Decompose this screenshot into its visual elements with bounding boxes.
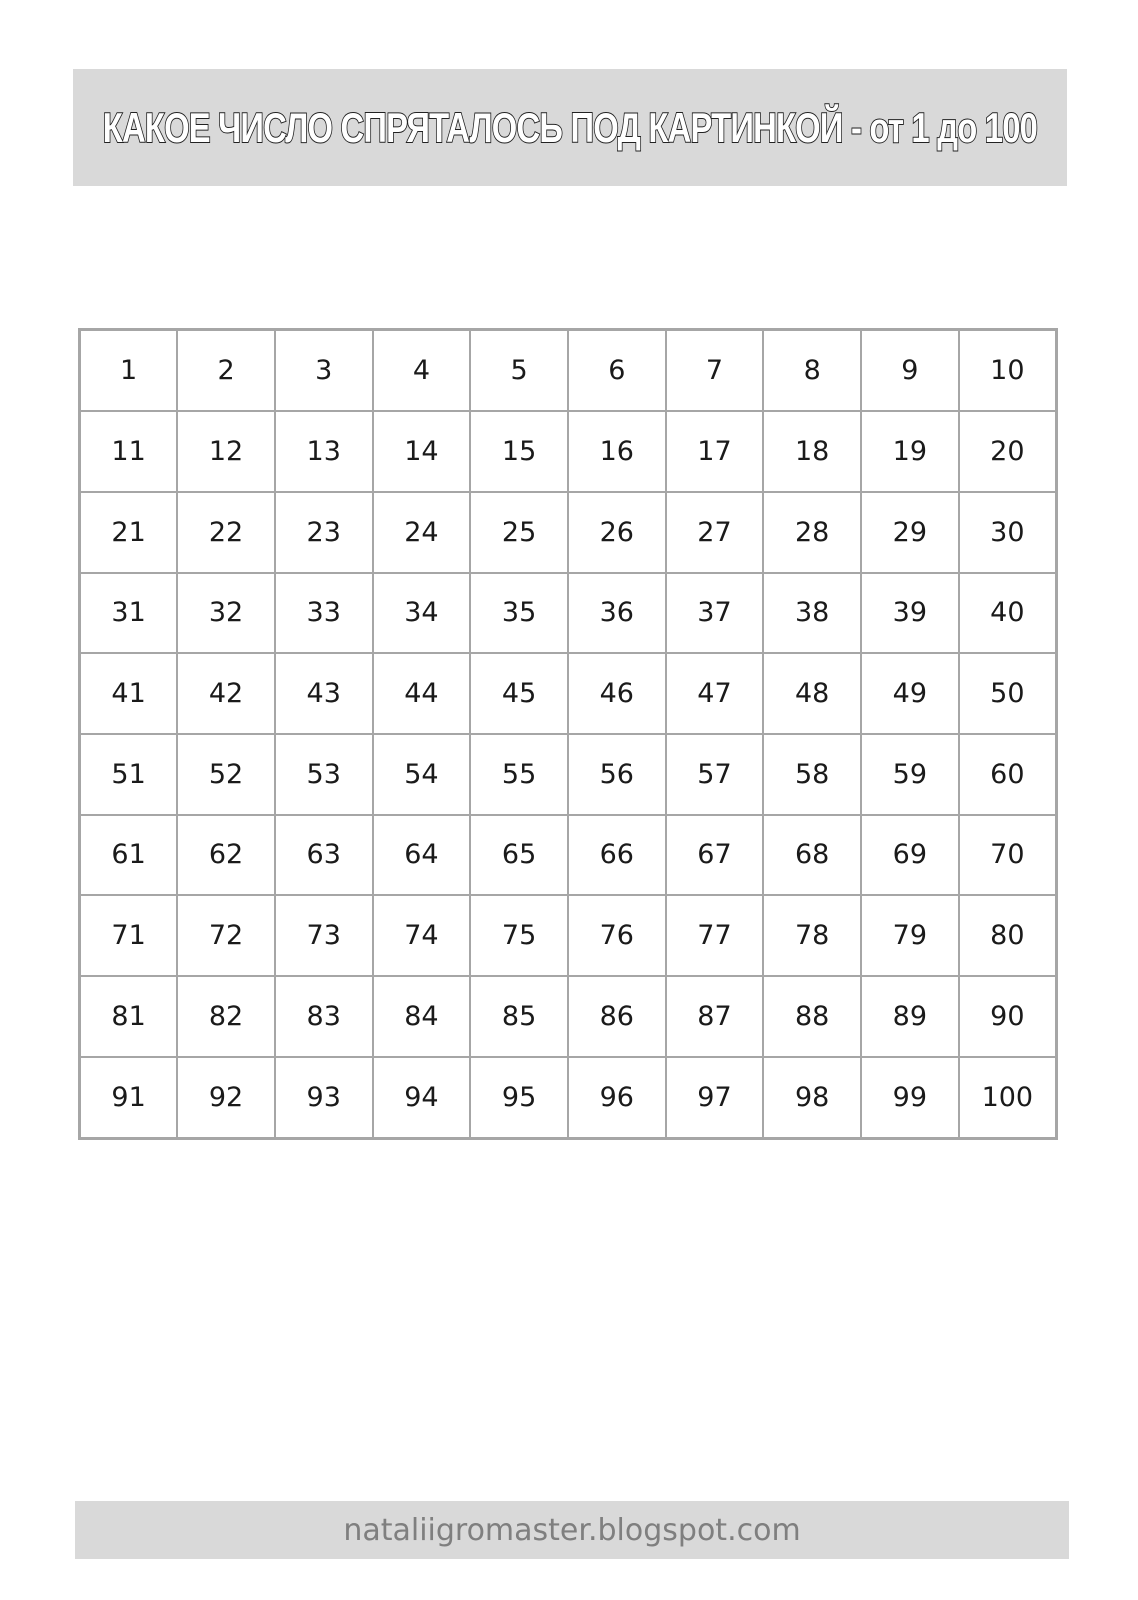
grid-cell: 16 [568,411,666,492]
grid-cell: 90 [959,976,1057,1057]
grid-cell: 9 [861,330,959,412]
grid-cell: 2 [177,330,275,412]
grid-cell: 61 [80,815,178,896]
grid-cell: 29 [861,492,959,573]
grid-cell: 82 [177,976,275,1057]
grid-cell: 44 [373,653,471,734]
grid-cell: 38 [763,573,861,654]
grid-cell: 92 [177,1057,275,1139]
grid-cell: 73 [275,895,373,976]
grid-cell: 77 [666,895,764,976]
grid-cell: 8 [763,330,861,412]
grid-cell: 80 [959,895,1057,976]
grid-cell: 49 [861,653,959,734]
grid-row [80,976,1057,1057]
grid-row [80,815,1057,896]
grid-cell: 68 [763,815,861,896]
grid-row [80,734,1057,815]
grid-cell: 96 [568,1057,666,1139]
grid-row [80,1057,1057,1139]
grid-cell: 1 [80,330,178,412]
grid-cell: 42 [177,653,275,734]
grid-row [80,653,1057,734]
grid-cell: 33 [275,573,373,654]
grid-cell: 13 [275,411,373,492]
grid-cell: 18 [763,411,861,492]
grid-cell: 52 [177,734,275,815]
grid-cell: 3 [275,330,373,412]
grid-cell: 91 [80,1057,178,1139]
grid-cell: 11 [80,411,178,492]
footer-url: nataliigromaster.blogspot.com [343,1512,801,1548]
grid-cell: 47 [666,653,764,734]
grid-row [80,895,1057,976]
grid-cell: 71 [80,895,178,976]
title-banner [73,69,1067,186]
grid-cell: 69 [861,815,959,896]
grid-cell: 98 [763,1057,861,1139]
grid-cell: 83 [275,976,373,1057]
grid-cell: 45 [470,653,568,734]
grid-cell: 28 [763,492,861,573]
grid-cell: 95 [470,1057,568,1139]
number-grid-body [80,330,1057,1139]
grid-cell: 57 [666,734,764,815]
grid-cell: 64 [373,815,471,896]
grid-cell: 84 [373,976,471,1057]
grid-cell: 32 [177,573,275,654]
grid-cell: 70 [959,815,1057,896]
grid-cell: 51 [80,734,178,815]
grid-cell: 17 [666,411,764,492]
footer-banner [75,1501,1069,1559]
grid-cell: 46 [568,653,666,734]
grid-cell: 19 [861,411,959,492]
grid-cell: 65 [470,815,568,896]
grid-cell: 20 [959,411,1057,492]
grid-cell: 43 [275,653,373,734]
grid-cell: 59 [861,734,959,815]
grid-cell: 39 [861,573,959,654]
grid-cell: 62 [177,815,275,896]
grid-cell: 55 [470,734,568,815]
grid-cell: 97 [666,1057,764,1139]
grid-cell: 14 [373,411,471,492]
grid-cell: 99 [861,1057,959,1139]
grid-cell: 60 [959,734,1057,815]
grid-cell: 30 [959,492,1057,573]
grid-cell: 85 [470,976,568,1057]
grid-cell: 74 [373,895,471,976]
grid-cell: 48 [763,653,861,734]
grid-cell: 58 [763,734,861,815]
grid-cell: 25 [470,492,568,573]
page-title: КАКОЕ ЧИСЛО СПРЯТАЛОСЬ ПОД КАРТИНКОЙ - от 1 до 100 [102,103,1038,151]
grid-cell: 54 [373,734,471,815]
grid-cell: 40 [959,573,1057,654]
grid-cell: 100 [959,1057,1057,1139]
grid-cell: 93 [275,1057,373,1139]
grid-cell: 79 [861,895,959,976]
grid-cell: 66 [568,815,666,896]
grid-cell: 4 [373,330,471,412]
grid-cell: 75 [470,895,568,976]
grid-cell: 37 [666,573,764,654]
grid-cell: 78 [763,895,861,976]
grid-cell: 76 [568,895,666,976]
grid-cell: 27 [666,492,764,573]
grid-cell: 7 [666,330,764,412]
grid-cell: 88 [763,976,861,1057]
grid-row [80,573,1057,654]
grid-cell: 26 [568,492,666,573]
grid-cell: 56 [568,734,666,815]
grid-cell: 87 [666,976,764,1057]
grid-cell: 34 [373,573,471,654]
grid-row [80,492,1057,573]
grid-cell: 53 [275,734,373,815]
number-grid [78,328,1058,1140]
grid-cell: 21 [80,492,178,573]
grid-cell: 72 [177,895,275,976]
grid-cell: 10 [959,330,1057,412]
grid-cell: 86 [568,976,666,1057]
grid-cell: 94 [373,1057,471,1139]
grid-cell: 63 [275,815,373,896]
grid-cell: 15 [470,411,568,492]
grid-cell: 81 [80,976,178,1057]
grid-cell: 24 [373,492,471,573]
grid-row [80,411,1057,492]
grid-cell: 50 [959,653,1057,734]
grid-cell: 67 [666,815,764,896]
grid-cell: 23 [275,492,373,573]
grid-cell: 12 [177,411,275,492]
grid-cell: 6 [568,330,666,412]
grid-cell: 41 [80,653,178,734]
grid-cell: 31 [80,573,178,654]
grid-cell: 35 [470,573,568,654]
grid-cell: 5 [470,330,568,412]
grid-cell: 89 [861,976,959,1057]
grid-cell: 36 [568,573,666,654]
grid-cell: 22 [177,492,275,573]
grid-row [80,330,1057,412]
